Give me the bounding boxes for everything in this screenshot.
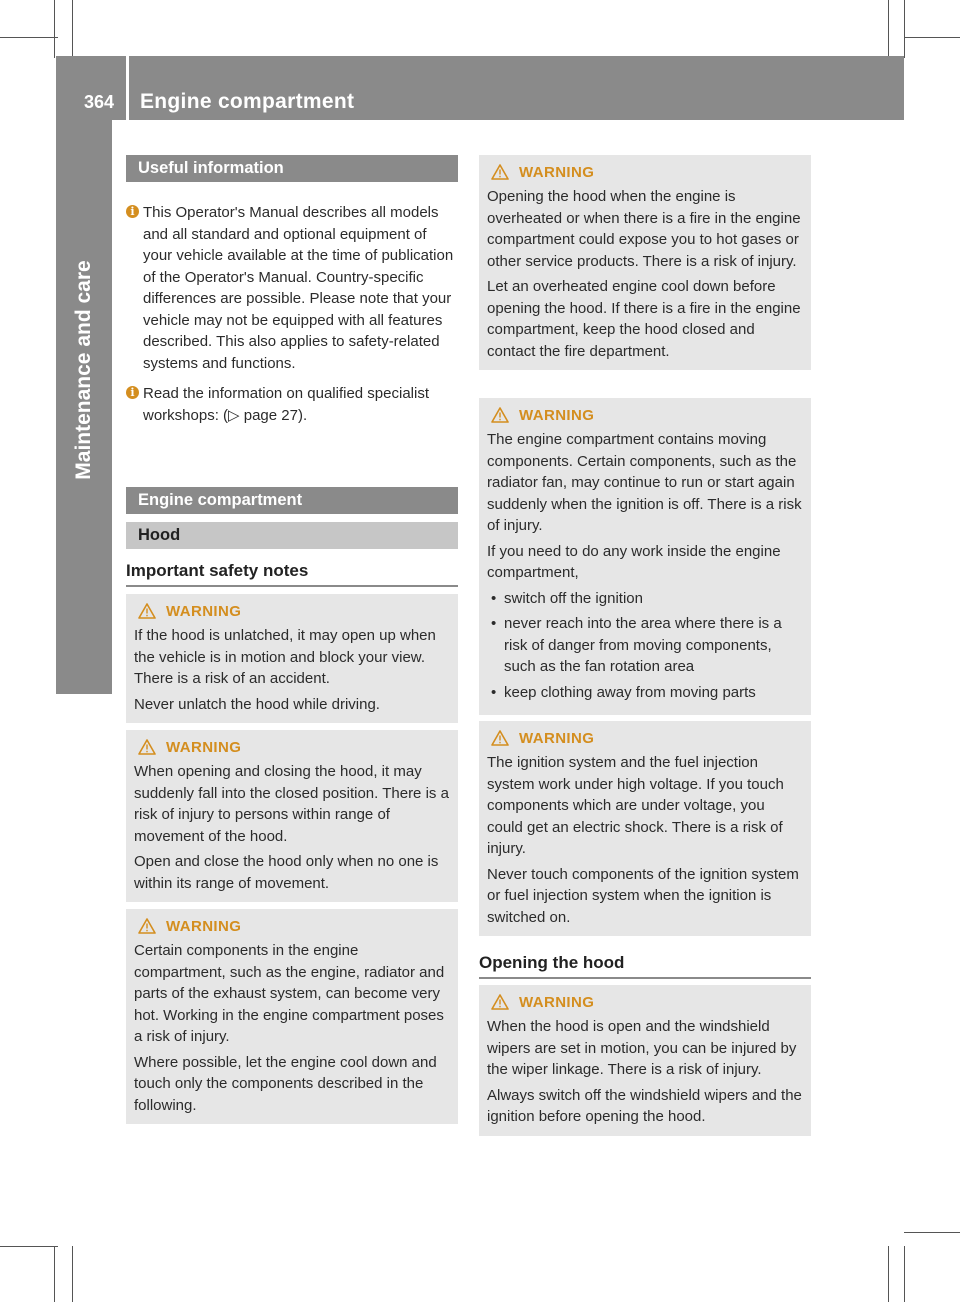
warning-text: Where possible, let the engine cool down and touch only the components described in the following. <box>134 1053 437 1114</box>
warning-title: WARNING <box>166 738 242 756</box>
warning-box <box>126 909 458 1124</box>
bullet-item: • keep clothing away from moving parts <box>487 682 803 704</box>
warning-text: When opening and closing the hood, it may suddenly fall into the closed position. There is a risk of injury to persons within range of movement of the hood. <box>134 763 449 845</box>
warning-text: Never unlatch the hood while driving. <box>134 695 380 713</box>
header-divider <box>126 56 129 120</box>
info-icon: i <box>126 205 139 218</box>
warning-box <box>479 985 811 1136</box>
warning-text: Let an overheated engine cool down before opening the hood. If there is a fire in the engine compartment, keep the hood closed and contact the fire department. <box>487 278 801 360</box>
warning-triangle-icon <box>138 918 156 934</box>
page-number: 364 <box>84 92 115 112</box>
warning-triangle-icon <box>138 603 156 619</box>
warning-text: Certain components in the engine compartment, such as the engine, radiator and parts of the exhaust system, can become very hot. Working in the engine compartment poses a risk of injury. <box>134 942 445 1045</box>
warning-triangle-icon <box>491 730 509 746</box>
crop-mark <box>0 37 58 38</box>
warning-text: If the hood is unlatched, it may open up when the vehicle is in motion and block your view. There is a risk of an accident. <box>134 627 436 687</box>
info-icon: i <box>126 386 139 399</box>
left-column-hood <box>126 487 458 587</box>
crop-mark <box>54 1246 55 1302</box>
warning-text: The ignition system and the fuel injection system work under high voltage. If you touch components which are under voltage, you could get an electric shock. There is a risk of injury. <box>487 754 784 857</box>
crop-mark <box>54 0 55 58</box>
warning-box <box>479 721 811 936</box>
safety-notes-heading: Important safety notes <box>126 561 458 587</box>
warning-header <box>134 600 450 622</box>
warning-box <box>479 155 811 370</box>
warning-text: Open and close the hood only when no one is within its range of movement. <box>134 853 439 892</box>
page-title: Engine compartment <box>140 90 355 113</box>
opening-section <box>479 953 811 979</box>
crop-mark <box>72 1246 73 1302</box>
crop-mark <box>888 0 889 58</box>
warning-box <box>479 398 811 715</box>
warning-triangle-icon <box>491 994 509 1010</box>
warning-header <box>134 915 450 937</box>
warning-triangle-icon <box>491 164 509 180</box>
info-text: This Operator's Manual describes all models and all standard and optional equipment of your vehicle available at the time of publication of the Operator's Manual. Country-specific differences are possible. Please note that your vehicle may not be equipped with all features described. This also applies to safety-related systems and functions. <box>143 204 454 372</box>
warning-text: The engine compartment contains moving components. Certain components, such as the radiator fan, may continue to run or start again suddenly when the ignition is off. There is a risk of injury. <box>487 431 802 534</box>
warning-triangle-icon <box>138 739 156 755</box>
crop-mark <box>72 0 73 58</box>
opening-hood-heading: Opening the hood <box>479 953 811 979</box>
warning-text: If you need to do any work inside the engine compartment, <box>487 542 781 581</box>
sub-heading: Hood <box>126 522 458 549</box>
warning-header <box>487 727 803 749</box>
left-column <box>126 155 458 426</box>
warning-text: Opening the hood when the engine is overheated or when there is a fire in the engine compartment could expose you to hot gases or other service products. There is a risk of injury. <box>487 188 801 270</box>
warning-text: Never touch components of the ignition system or fuel injection system when the ignition is switched on. <box>487 865 799 926</box>
bullet-list <box>487 588 803 704</box>
side-tab-label: Maintenance and care <box>72 260 95 480</box>
bullet-item: • switch off the ignition <box>487 588 803 610</box>
warning-header <box>487 991 803 1013</box>
bullet-item: • never reach into the area where there is a risk of danger from moving components, such as the fan rotation area <box>487 613 803 678</box>
warning-header <box>487 404 803 426</box>
warning-title: WARNING <box>519 163 595 181</box>
warning-header <box>134 736 450 758</box>
warning-title: WARNING <box>519 993 595 1011</box>
warning-title: WARNING <box>166 917 242 935</box>
crop-mark <box>904 0 905 58</box>
warning-box <box>126 730 458 902</box>
section-heading: Engine compartment <box>126 487 458 514</box>
info-text: Read the information on qualified specialist workshops: (▷ page 27). <box>143 385 430 424</box>
warning-triangle-icon <box>491 407 509 423</box>
useful-info-heading: Useful information <box>126 155 458 182</box>
warning-title: WARNING <box>519 406 595 424</box>
crop-mark <box>904 1232 960 1233</box>
crop-mark <box>904 37 960 38</box>
crop-mark <box>0 1246 58 1247</box>
warning-header <box>487 161 803 183</box>
info-item <box>126 383 458 426</box>
warning-box <box>126 594 458 723</box>
warning-text: When the hood is open and the windshield wipers are set in motion, you can be injured by the wiper linkage. There is a risk of injury. <box>487 1018 797 1078</box>
crop-mark <box>904 1246 905 1302</box>
warning-text: Always switch off the windshield wipers and the ignition before opening the hood. <box>487 1086 802 1125</box>
warning-title: WARNING <box>166 602 242 620</box>
warning-title: WARNING <box>519 729 595 747</box>
info-item <box>126 202 458 374</box>
crop-mark <box>888 1246 889 1302</box>
